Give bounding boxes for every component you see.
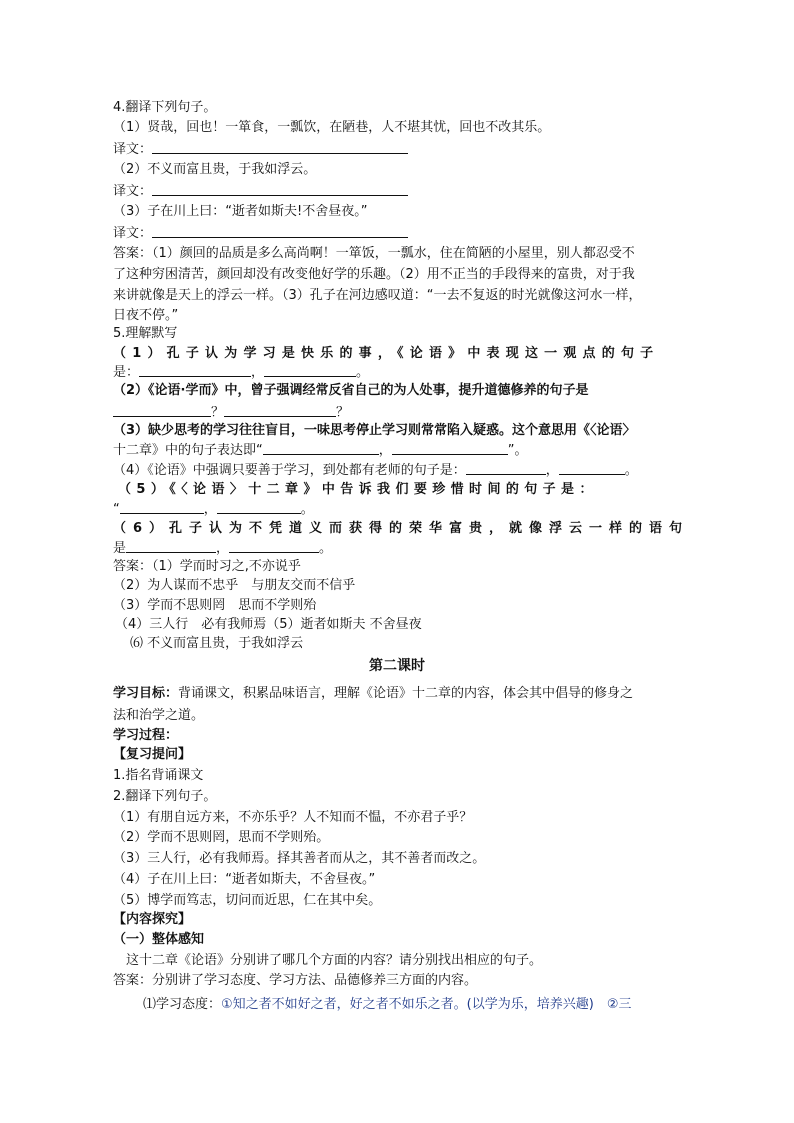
q5-answer-1: 答案：（1）学而时习之,不亦说乎 xyxy=(113,559,301,574)
answer-blank[interactable] xyxy=(152,223,408,238)
answer-blank[interactable] xyxy=(466,460,546,475)
review-sentence-5: （5）博学而笃志，切问而近思，仁在其中矣。 xyxy=(113,893,382,908)
review-item-1: 1.指名背诵课文 xyxy=(113,768,204,783)
answer-blank[interactable] xyxy=(229,538,319,553)
overall-question: 这十二章《论语》分别讲了哪几个方面的内容？请分别找出相应的句子。 xyxy=(126,953,543,968)
translation-label: 译文： xyxy=(113,142,153,157)
answer-blank[interactable] xyxy=(152,139,408,154)
q4-answer-line-2: 了这种穷困清苦，颜回却没有改变他好学的乐趣。（2）用不正当的手段得来的富贵，对于我 xyxy=(113,267,635,282)
learning-attitude-line: ⑴学习态度：①知之者不如好之者，好之者不如乐之者。(以学为乐，培养兴趣) ②三 xyxy=(143,997,632,1012)
q5-item-5-line-b: “ ， 。 xyxy=(113,499,683,520)
review-sentence-1: （1）有朋自远方来，不亦乐乎？人不知而不愠，不亦君子乎？ xyxy=(113,810,473,825)
translation-label: 译文： xyxy=(113,184,153,199)
q4-item-3: （3）子在川上曰：“逝者如斯夫!不舍昼夜。” xyxy=(113,204,368,219)
answer-blank[interactable] xyxy=(139,362,251,377)
q5-item-6-line-b: 是 ， 。 xyxy=(113,538,683,559)
translation-label: 译文： xyxy=(113,226,153,241)
content-explore-heading: 【内容探究】 xyxy=(113,912,192,927)
q5-item-3-line-a: （3）缺少思考的学习往往盲目，一味思考停止学习则常常陷入疑惑。这个意思用《〈论语〉 xyxy=(113,423,636,438)
answer-blank[interactable] xyxy=(113,402,211,417)
q5-answer-4: （4）三人行 必有我师焉（5）逝者如斯夫 不舍昼夜 xyxy=(115,617,422,632)
q5-item-2-line-b: ？ ？ xyxy=(113,402,683,423)
q4-translation-line-3 xyxy=(113,223,683,244)
q5-answer-2: （2）为人谋而不忠乎 与朋友交而不信乎 xyxy=(113,578,356,593)
q4-answer-line-4: 日夜不停。” xyxy=(113,308,179,323)
learning-goal-line-2: 法和治学之道。 xyxy=(113,708,205,723)
answer-blank[interactable] xyxy=(217,499,301,514)
review-sentence-2: （2）学而不思则罔，思而不学则殆。 xyxy=(113,830,330,845)
answer-blank[interactable] xyxy=(559,460,625,475)
answer-blank[interactable] xyxy=(152,181,408,196)
review-sentence-3: （3）三人行，必有我师焉。择其善者而从之，其不善者而改之。 xyxy=(113,851,486,866)
q5-heading: 5.理解默写 xyxy=(113,326,178,341)
q4-item-2: （2）不义而富且贵，于我如浮云。 xyxy=(113,162,317,177)
q4-translation-line-1 xyxy=(113,139,683,160)
q5-answer-3: （3）学而不思则罔 思而不学则殆 xyxy=(113,598,317,613)
review-sentence-4: （4）子在川上曰：“逝者如斯夫，不舍昼夜。” xyxy=(113,872,376,887)
review-item-2: 2.翻译下列句子。 xyxy=(113,789,217,804)
learning-goal-line-1: 学习目标：背诵课文，积累品味语言，理解《论语》十二章的内容，体会其中倡导的修身之 xyxy=(113,686,634,701)
answer-blank[interactable] xyxy=(224,402,336,417)
q4-translation-line-2 xyxy=(113,181,683,202)
q5-item-6-line-a: （6）孔子认为不凭道义而获得的荣华富贵，就像浮云一样的语句 xyxy=(113,521,690,536)
q4-answer-line-1: 答案：（1）颜回的品质是多么高尚啊！一箪饭，一瓢水，住在简陋的小屋里，别人都忍受不 xyxy=(113,246,635,261)
answer-blank[interactable] xyxy=(263,440,379,455)
q5-item-1-line-a: （1）孔子认为学习是快乐的事，《论语》中表现这一观点的句子 xyxy=(113,346,660,361)
q4-heading: 4.翻译下列句子。 xyxy=(113,100,217,115)
overall-answer: 答案：分别讲了学习态度、学习方法、品德修养三方面的内容。 xyxy=(113,973,478,988)
overall-perception-heading: （一）整体感知 xyxy=(113,932,205,947)
q5-answer-6: ⑹ 不义而富且贵，于我如浮云 xyxy=(130,636,304,651)
q5-item-4: （4）《论语》中强调只要善于学习，到处都有老师的句子是： ， 。 xyxy=(113,460,683,481)
q4-item-1: （1）贤哉，回也！一箪食，一瓢饮，在陋巷，人不堪其忧，回也不改其乐。 xyxy=(113,120,551,135)
lesson-title: 第二课时 xyxy=(369,658,425,674)
learning-process-heading: 学习过程： xyxy=(113,728,179,743)
answer-blank[interactable] xyxy=(126,538,216,553)
q5-item-5-line-a: （5）《〈论语〉十二章》中告诉我们要珍惜时间的句子是： xyxy=(118,482,598,497)
answer-blank[interactable] xyxy=(264,362,356,377)
answer-blank[interactable] xyxy=(392,440,508,455)
q4-answer-line-3: 来讲就像是天上的浮云一样。（3）孔子在河边感叹道：“一去不复返的时光就像这河水一样， xyxy=(113,288,642,303)
q5-item-2-line-a: （2）《论语·学而》中，曾子强调经常反省自己的为人处事，提升道德修养的句子是 xyxy=(113,383,589,398)
answer-blank[interactable] xyxy=(120,499,204,514)
q5-item-3-line-b: 十二章》中的句子表达即“ ， ”。 xyxy=(113,440,683,461)
review-heading: 【复习提问】 xyxy=(113,747,192,762)
q5-item-1-line-b: 是： ， 。 xyxy=(113,362,683,383)
